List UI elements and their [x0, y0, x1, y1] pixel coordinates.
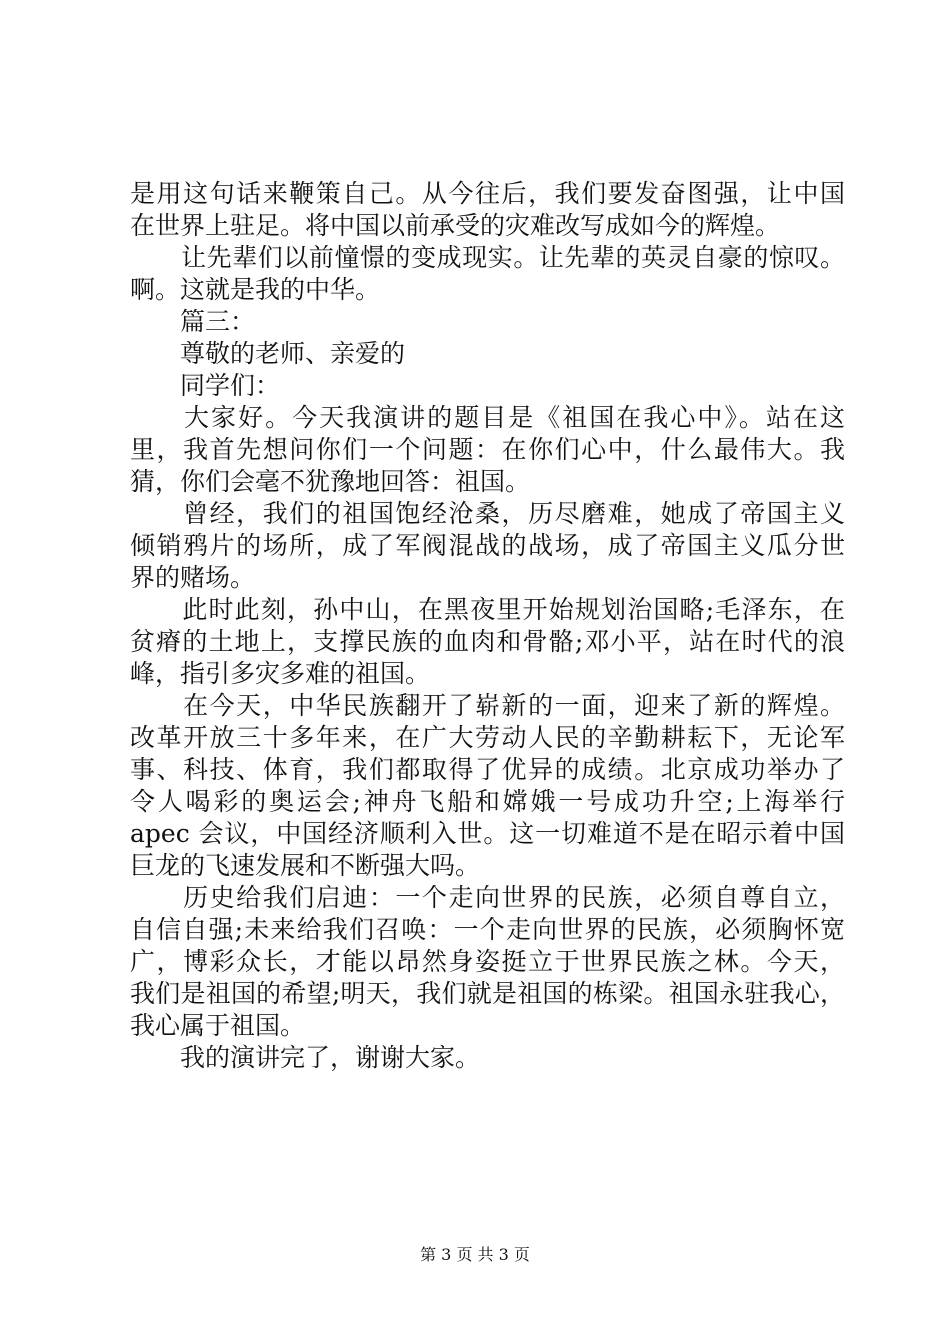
- text-line: 在世界上驻足。将中国以前承受的灾难改写成如今的辉煌。: [130, 211, 781, 240]
- text-line: 我的演讲完了，谢谢大家。: [130, 1043, 481, 1072]
- text-line: 改革开放三十多年来，在广大劳动人民的辛勤耕耘下，无论军: [130, 723, 845, 752]
- text-line: 曾经，我们的祖国饱经沧桑，历尽磨难，她成了帝国主义: [130, 499, 845, 528]
- text-line: 尊敬的老师、亲爱的: [130, 339, 406, 368]
- text-line: 倾销鸦片的场所，成了军阀混战的战场，成了帝国主义瓜分世: [130, 531, 845, 560]
- text-line: 我心属于祖国。: [130, 1011, 306, 1040]
- text-line: 界的赌场。: [130, 563, 256, 592]
- text-line: 巨龙的飞速发展和不断强大吗。: [130, 851, 481, 880]
- text-line: 啊。这就是我的中华。: [130, 275, 381, 304]
- page-footer: 第 3 页 共 3 页: [420, 1245, 530, 1264]
- text-line: 自信自强;未来给我们召唤：一个走向世界的民族，必须胸怀宽: [130, 915, 845, 944]
- text-line: 贫瘠的土地上，支撑民族的血肉和骨骼;邓小平，站在时代的浪: [130, 627, 845, 656]
- text-line: 历史给我们启迪：一个走向世界的民族，必须自尊自立，: [130, 883, 845, 912]
- text-line: 同学们：: [130, 371, 281, 400]
- text-line: apec 会议，中国经济顺利入世。这一切难道不是在昭示着中国: [130, 819, 845, 848]
- text-line: 大家好。今天我演讲的题目是《祖国在我心中》。站在这: [130, 403, 845, 432]
- text-line: 是用这句话来鞭策自己。从今往后，我们要发奋图强，让中国: [130, 179, 845, 208]
- text-line: 我们是祖国的希望;明天，我们就是祖国的栋梁。祖国永驻我心，: [130, 979, 845, 1008]
- section-heading: 篇三：: [130, 307, 256, 336]
- text-line: 此时此刻，孙中山，在黑夜里开始规划治国略;毛泽东，在: [130, 595, 845, 624]
- text-line: 里，我首先想问你们一个问题：在你们心中，什么最伟大。我: [130, 435, 845, 464]
- text-line: 令人喝彩的奥运会;神舟飞船和嫦娥一号成功升空;上海举行: [130, 787, 845, 816]
- text-line: 让先辈们以前憧憬的变成现实。让先辈的英灵自豪的惊叹。: [130, 243, 845, 272]
- text-line: 峰，指引多灾多难的祖国。: [130, 659, 431, 688]
- text-line: 广，博彩众长，才能以昂然身姿挺立于世界民族之林。今天，: [130, 947, 845, 976]
- text-line: 猜，你们会毫不犹豫地回答：祖国。: [130, 467, 531, 496]
- text-line: 在今天，中华民族翻开了崭新的一面，迎来了新的辉煌。: [130, 691, 845, 720]
- text-line: 事、科技、体育，我们都取得了优异的成绩。北京成功举办了: [130, 755, 845, 784]
